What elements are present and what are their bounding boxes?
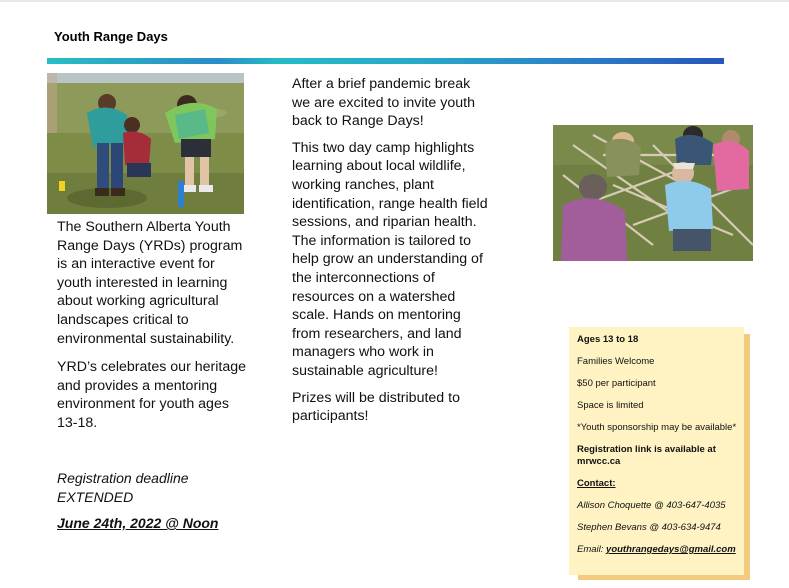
- photo-youth-stick-activity: [553, 125, 753, 261]
- heritage-paragraph: YRD’s celebrates our heritage and provides a mentoring environment for youth ages 13-18.: [57, 359, 247, 431]
- families-label: Families Welcome: [577, 356, 655, 367]
- contact-stephen: Stephen Bevans @ 403-634-9474: [577, 522, 721, 533]
- contact-heading: Contact:: [577, 478, 616, 489]
- registration-link-note: Registration link is available at mrwcc.ca: [577, 444, 716, 467]
- prizes-paragraph: Prizes will be distributed to participants!: [292, 389, 460, 425]
- page-top-edge: [0, 0, 789, 2]
- header-gradient-rule: [47, 58, 724, 64]
- space-label: Space is limited: [577, 400, 644, 411]
- left-column-text: [57, 218, 252, 443]
- invite-paragraph: After a brief pandemic break we are excited to invite youth back to Range Days!: [292, 76, 475, 130]
- registration-notice: [57, 469, 257, 506]
- email-link[interactable]: youthrangedays@gmail.com: [606, 544, 736, 555]
- middle-column-text: [292, 75, 492, 434]
- price-label: $50 per participant: [577, 378, 656, 389]
- event-info-box: [569, 327, 744, 575]
- intro-paragraph: The Southern Alberta Youth Range Days (YRDs) program is an interactive event for youth interested in learning about working agricultural landscapes critical to environmental sustainability.: [57, 219, 243, 347]
- photo-youth-field-study: [47, 73, 244, 214]
- contact-allison: Allison Choquette @ 403-647-4035: [577, 500, 726, 511]
- email-label: Email:: [577, 544, 604, 555]
- email-row: [577, 544, 738, 556]
- page-title: Youth Range Days: [54, 29, 168, 44]
- sponsorship-note: *Youth sponsorship may be available*: [577, 422, 737, 433]
- registration-deadline-label: Registration deadline: [57, 470, 189, 486]
- camp-description-paragraph: This two day camp highlights learning about local wildlife, working ranches, plant identification, range health field sessions, and riparian health. The information is tailored to help grow an understanding of the interconnections of resources on a watershed scale. Hands on mentoring from researchers, and land managers who work in sustainable agriculture!: [292, 139, 488, 379]
- registration-extended-label: EXTENDED: [57, 488, 134, 505]
- registration-deadline-date: June 24th, 2022 @ Noon: [57, 515, 219, 531]
- ages-label: Ages 13 to 18: [577, 334, 639, 345]
